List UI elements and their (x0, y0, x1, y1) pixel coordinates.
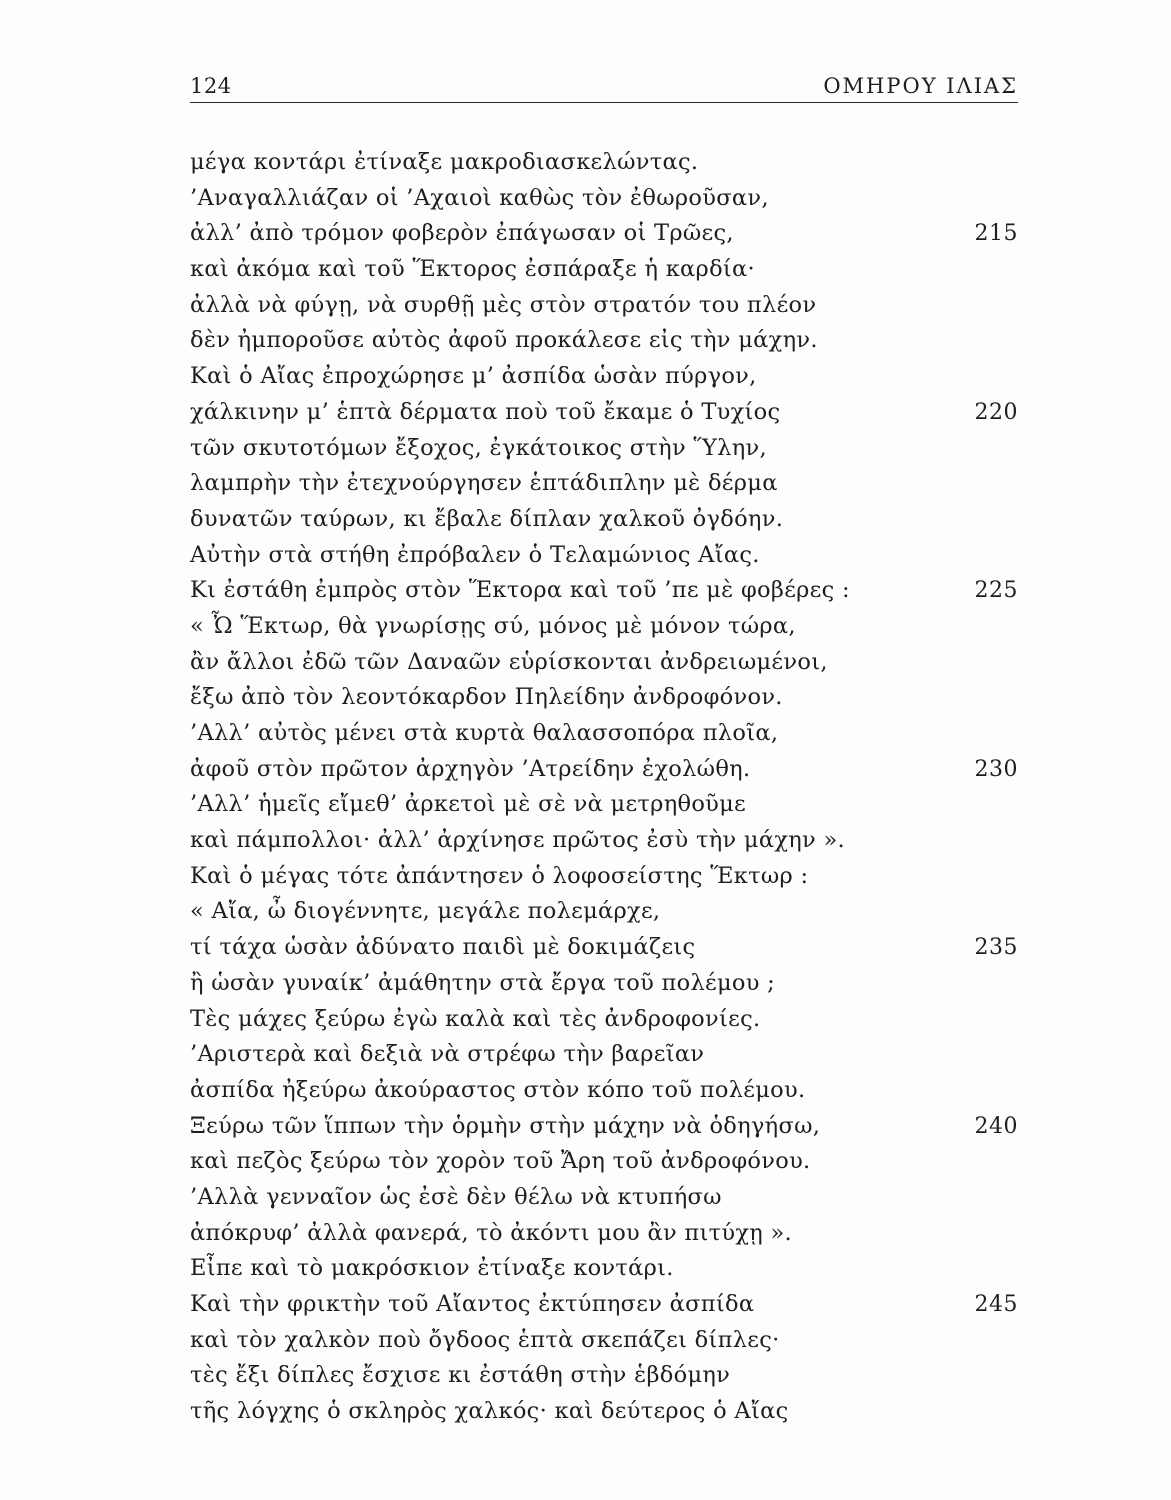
verse-text: τί τάχα ὡσὰν ἀδύνατο παιδὶ μὲ δοκιμάζεις (190, 934, 696, 961)
verse-text: χάλκινην μ’ ἑπτὰ δέρματα ποὺ τοῦ ἔκαμε ὁ Τυχίος (190, 398, 781, 425)
verse-line (190, 502, 1018, 538)
verse-line (190, 1037, 1018, 1073)
verse-text: τῶν σκυτοτόμων ἔξοχος, ἐγκάτοικος στὴν Ὕλην, (190, 434, 767, 461)
verse-text: ’Αναγαλλιάζαν οἱ ’Αχαιοὶ καθὼς τὸν ἐθωροῦσαν, (190, 184, 769, 211)
verse-line (190, 323, 1018, 359)
verse-text: δυνατῶν ταύρων, κι ἔβαλε δίπλαν χαλκοῦ ὀγδόην. (190, 505, 784, 532)
verse-text: ἀλλὰ νὰ φύγῃ, νὰ συρθῇ μὲς στὸν στρατόν του πλέον (190, 291, 817, 318)
verse-line (190, 859, 1018, 895)
verse-text: Ξεύρω τῶν ἵππων τὴν ὁρμὴν στὴν μάχην νὰ ὁδηγήσω, (190, 1112, 821, 1139)
verse-text: λαμπρὴν τὴν ἐτεχνούργησεν ἑπτάδιπλην μὲ δέρμα (190, 470, 778, 497)
verse-line (190, 1323, 1018, 1359)
verse-line (190, 930, 1018, 966)
verse-line (190, 823, 1018, 859)
page-number: 124 (190, 74, 232, 98)
verse-number: 215 (974, 221, 1018, 247)
verse-text: καὶ τὸν χαλκὸν ποὺ ὄγδοος ἑπτὰ σκεπάζει δίπλες· (190, 1326, 780, 1353)
verse-line (190, 1216, 1018, 1252)
verse-line (190, 1394, 1018, 1430)
verse-text: « Ὦ Ἕκτωρ, θὰ γνωρίσῃς σύ, μόνος μὲ μόνον τώρα, (190, 612, 796, 639)
verse-text: « Αἴα, ὦ διογέννητε, μεγάλε πολεμάρχε, (190, 898, 661, 925)
verse-number: 235 (974, 935, 1018, 961)
verse-number: 245 (974, 1292, 1018, 1317)
verse-number: 220 (974, 399, 1018, 425)
verse-line (190, 1251, 1018, 1287)
verse-text: μέγα κοντάρι ἐτίναξε μακροδιασκελώντας. (190, 149, 699, 175)
verse-line (190, 609, 1018, 645)
verse-text: ἀφοῦ στὸν πρῶτον ἀρχηγὸν ’Ατρείδην ἐχολώθη. (190, 755, 751, 782)
verse-line (190, 431, 1018, 467)
verse-line (190, 573, 1018, 609)
verse-line (190, 787, 1018, 823)
verse-line (190, 252, 1018, 288)
verse-text: Καὶ ὁ μέγας τότε ἀπάντησεν ὁ λοφοσείστης Ἕκτωρ : (190, 862, 809, 889)
verse-line (190, 181, 1018, 217)
verse-line (190, 145, 1018, 181)
verse-text: ’Αλλ’ ἡμεῖς εἴμεθ’ ἀρκετοὶ μὲ σὲ νὰ μετρηθοῦμε (190, 791, 747, 818)
verse-text: ’Αλλὰ γενναῖον ὡς ἐσὲ δὲν θέλω νὰ κτυπήσω (190, 1183, 722, 1210)
verse-line (190, 1073, 1018, 1109)
verse-line (190, 752, 1018, 788)
verse-text: τὲς ἔξι δίπλες ἔσχισε κι ἐστάθη στὴν ἑβδόμην (190, 1362, 731, 1389)
running-head (190, 72, 1018, 103)
verse-text: δὲν ἠμποροῦσε αὐτὸς ἀφοῦ προκάλεσε εἰς τὴν μάχην. (190, 327, 818, 354)
verse-line (190, 894, 1018, 930)
verse-line (190, 395, 1018, 431)
verse-text: ’Αλλ’ αὐτὸς μένει στὰ κυρτὰ θαλασσοπόρα πλοῖα, (190, 720, 779, 746)
verse-line (190, 716, 1018, 752)
verse-text: καὶ πάμπολλοι· ἀλλ’ ἀρχίνησε πρῶτος ἐσὺ τὴν μάχην ». (190, 827, 845, 854)
verse-text: ἔξω ἀπὸ τὸν λεοντόκαρδον Πηλείδην ἀνδροφόνον. (190, 684, 783, 711)
verse-text: ἀπόκρυφ’ ἀλλὰ φανερά, τὸ ἀκόντι μου ἂν πιτύχῃ ». (190, 1219, 793, 1246)
verse-line (190, 1358, 1018, 1394)
verse-line (190, 538, 1018, 574)
running-title: ΟΜΗΡΟΥ ΙΛΙΑΣ (823, 74, 1018, 98)
verse-text: ἀσπίδα ἠξεύρω ἀκούραστος στὸν κόπο τοῦ πολέμου. (190, 1076, 806, 1103)
verse-line (190, 1144, 1018, 1180)
verse-text: τῆς λόγχης ὁ σκληρὸς χαλκός· καὶ δεύτερος ὁ Αἴας (190, 1398, 789, 1425)
verse-line (190, 966, 1018, 1002)
verse-text: ἀλλ’ ἀπὸ τρόμον φοβερὸν ἐπάγωσαν οἱ Τρῶες, (190, 220, 734, 247)
verse-text: Καὶ ὁ Αἴας ἐπροχώρησε μ’ ἀσπίδα ὡσὰν πύργον, (190, 363, 757, 390)
verse-text: Εἶπε καὶ τὸ μακρόσκιον ἐτίναξε κοντάρι. (190, 1255, 674, 1282)
verse-text: Τὲς μάχες ξεύρω ἐγὼ καλὰ καὶ τὲς ἀνδροφονίες. (190, 1005, 761, 1032)
verse-number: 240 (974, 1113, 1018, 1139)
verse-number: 230 (974, 756, 1018, 782)
verse-number: 225 (974, 578, 1018, 604)
verse-line (190, 645, 1018, 681)
verse-line (190, 1180, 1018, 1216)
verse-line (190, 1109, 1018, 1145)
verse-text: Καὶ τὴν φρικτὴν τοῦ Αἴαντος ἐκτύπησεν ἀσπίδα (190, 1291, 755, 1317)
verse-text: καὶ πεζὸς ξεύρω τὸν χορὸν τοῦ Ἄρη τοῦ ἀνδροφόνου. (190, 1148, 811, 1175)
verse-line (190, 216, 1018, 252)
verse-line (190, 1002, 1018, 1038)
verse-text: Αὐτὴν στὰ στήθη ἐπρόβαλεν ὁ Τελαμώνιος Αἴας. (190, 541, 760, 568)
verse-line (190, 359, 1018, 395)
verse-line (190, 1287, 1018, 1323)
verse-block (190, 145, 1018, 1430)
verse-text: ἂν ἄλλοι ἐδῶ τῶν Δαναῶν εὑρίσκονται ἀνδρειωμένοι, (190, 648, 828, 675)
verse-line (190, 680, 1018, 716)
verse-text: Κι ἐστάθη ἐμπρὸς στὸν Ἕκτορα καὶ τοῦ ’πε μὲ φοβέρες : (190, 577, 850, 604)
verse-line (190, 466, 1018, 502)
verse-text: ’Αριστερὰ καὶ δεξιὰ νὰ στρέφω τὴν βαρεῖαν (190, 1041, 705, 1068)
verse-text: ἢ ὡσὰν γυναίκ’ ἀμάθητην στὰ ἔργα τοῦ πολέμου ; (190, 969, 776, 996)
verse-text: καὶ ἀκόμα καὶ τοῦ Ἕκτορος ἐσπάραξε ἡ καρδία· (190, 256, 755, 283)
verse-line (190, 288, 1018, 324)
